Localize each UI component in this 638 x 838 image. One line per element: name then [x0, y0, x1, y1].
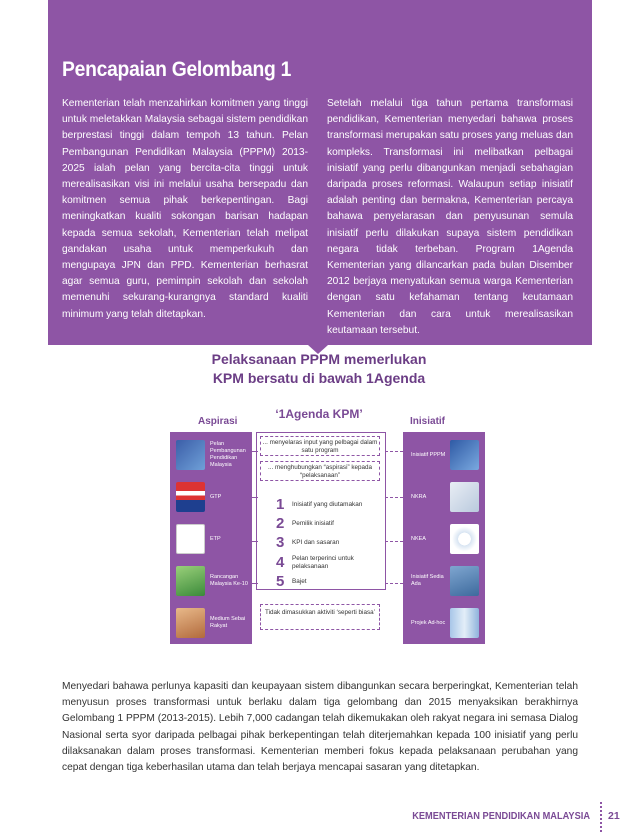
point-text: Inisiatif yang diutamakan [292, 500, 363, 508]
diagram-title-line2: KPM bersatu di bawah 1Agenda [212, 370, 426, 386]
point-text: Pelan terperinci untuk pelaksanaan [292, 554, 354, 570]
aspirasi-tile [174, 604, 248, 642]
etp-logo-image [176, 524, 205, 554]
agenda-note-2: ... menghubungkan “aspirasi” kepada “pelaksanaan” [260, 461, 380, 481]
inisiatif-tile-label: Inisiatif PPPM [411, 451, 446, 458]
inisiatif-tile [407, 604, 481, 642]
point-text: Pemilik inisiatif [292, 519, 334, 527]
inisiatif-tile [407, 562, 481, 600]
agenda-point [276, 573, 307, 590]
inisiatif-tile-label: Projek Ad-hoc [411, 619, 446, 626]
connector-line [385, 583, 403, 584]
agenda-point [276, 534, 339, 551]
point-number: 5 [276, 573, 285, 590]
handshake-image [450, 566, 479, 596]
pppm-cover-image [176, 440, 205, 470]
people-photo-image [176, 608, 205, 638]
aspirasi-tile [174, 436, 248, 474]
point-number: 4 [276, 554, 285, 571]
connector-line [252, 497, 258, 498]
rmk10-cover-image [176, 566, 205, 596]
malaysia-flag-image [176, 482, 205, 512]
inisiatif-tile-label: NKEA [411, 535, 426, 542]
agenda-point [276, 554, 362, 571]
agenda-label: ‘1Agenda KPM’ [275, 407, 363, 421]
section-title: Pencapaian Gelombang 1 [62, 58, 292, 81]
body-paragraph: Menyedari bahawa perlunya kapasiti dan keupayaan sistem dibangunkan secara berperingkat, Kementerian telah menyusun proses transformasi untuk berlaku dalam tiga gelombang dan 2015 menyaksikan berakhirnya Gelombang 1 PPPM (2013-2015). Lebih 7,000 cadangan telah dikemukakan oleh rakyat negara ini semasa Dialog Nasional serta syor daripada pelbagai pihak berkepentingan telah diterjemahkan kepada 100 inisiatif yang perlu dilaksanakan dalam proses transformasi. Kementerian memberi fokus kepada pelaksanaan perubahan yang cepat dengan tiga keberhasilan utama dan telah berjaya mencapai sasaran yang ditetapkan. [62, 681, 578, 774]
aspirasi-tile [174, 520, 248, 558]
aspirasi-tile-label: Medium Sebai Rakyat [210, 616, 246, 629]
aspirasi-label: Aspirasi [198, 416, 238, 427]
agenda-point [276, 515, 334, 532]
connector-line [252, 541, 258, 542]
inisiatif-panel [403, 432, 485, 644]
point-number: 2 [276, 515, 285, 532]
inisiatif-tile [407, 436, 481, 474]
diagram-title-line1: Pelaksanaan PPPM memerlukan [211, 351, 427, 367]
agenda-note-1: ... menyelaras input yang pelbagai dalam satu program [260, 436, 380, 456]
purple-banner [48, 0, 592, 345]
intro-left-column: Kementerian telah menzahirkan komitmen yang tinggi untuk meletakkan Malaysia sebagai sistem pendidikan berprestasi tinggi dalam tempoh 13 tahun. Pelan Pembangunan Pendidikan Malaysia (PPPM) 2013-2025 ialah pelan yang bercita-cita tinggi untuk merealisasikan visi ini melalui usaha bersepadu dan komitmen semua pihak berkepentingan. Bagi meningkatkan kualiti sokongan barisan hadapan kepada semua sekolah, Kementerian telah melipat gandakan usaha untuk memperkukuh dan mengupaya JPN dan PPD. Kementerian berhasrat agar semua guru, pemimpin sekolah dan sekolah memenuhi sekurang-kurangnya standard kualiti minimum yang telah ditetapkan. [62, 98, 308, 320]
diagram-title [0, 350, 638, 388]
connector-line [252, 583, 258, 584]
inisiatif-tile-label: Inisiatif Sedia Ada [411, 574, 444, 587]
point-text: Bajet [292, 577, 307, 585]
footer-divider [600, 802, 602, 832]
agenda-point [276, 496, 362, 513]
point-text: KPI dan sasaran [292, 538, 340, 546]
point-number: 3 [276, 534, 285, 551]
files-image [450, 608, 479, 638]
inisiatif-label: Inisiatif [410, 416, 446, 427]
nkea-chart-image [450, 524, 479, 554]
page-number: 21 [608, 810, 620, 822]
aspirasi-tile-label: GTP [210, 493, 222, 500]
connector-line [252, 451, 258, 452]
aspirasi-tile-label: Pelan Pembangunan Pendidikan Malaysia [210, 441, 246, 468]
inisiatif-tile [407, 520, 481, 558]
inisiatif-tile [407, 478, 481, 516]
footer-publisher: KEMENTERIAN PENDIDIKAN MALAYSIA [412, 810, 590, 822]
aspirasi-panel [170, 432, 252, 644]
aspirasi-tile [174, 478, 248, 516]
intro-right-column: Setelah melalui tiga tahun pertama transformasi pendidikan, Kementerian menyedari bahawa proses transformasi merupakan satu proses yang meluas dan kompleks. Transformasi ini melibatkan pelbagai inisiatif yang perlu dibangunkan menjadi sebahagian daripada proses reformasi. Walaupun setiap inisiatif adalah penting dan bermakna, Kementerian percaya bahawa penyelarasan dan penyusunan semula inisiatif perlu dilakukan supaya sistem pendidikan negara tidak terbeban. Program 1Agenda Kementerian yang dilancarkan pada bulan Disember 2012 berjaya menyatukan semua warga Kementerian dengan satu kefahaman tentang keutamaan Kementerian dan cara untuk merealisasikan keutamaan tersebut. [327, 98, 573, 336]
inisiatif-tile-label: NKRA [411, 493, 427, 500]
exclusion-note: Tidak dimasukkan aktiviti ‘seperti biasa’ [260, 604, 380, 630]
connector-line [385, 541, 403, 542]
aspirasi-tile-label: ETP [210, 535, 221, 542]
connector-line [385, 451, 403, 452]
point-number: 1 [276, 496, 285, 513]
pppm-initiative-image [450, 440, 479, 470]
connector-line [385, 497, 403, 498]
aspirasi-tile [174, 562, 248, 600]
aspirasi-tile-label: Rancangan Malaysia Ke-10 [210, 574, 248, 587]
nkra-document-image [450, 482, 479, 512]
